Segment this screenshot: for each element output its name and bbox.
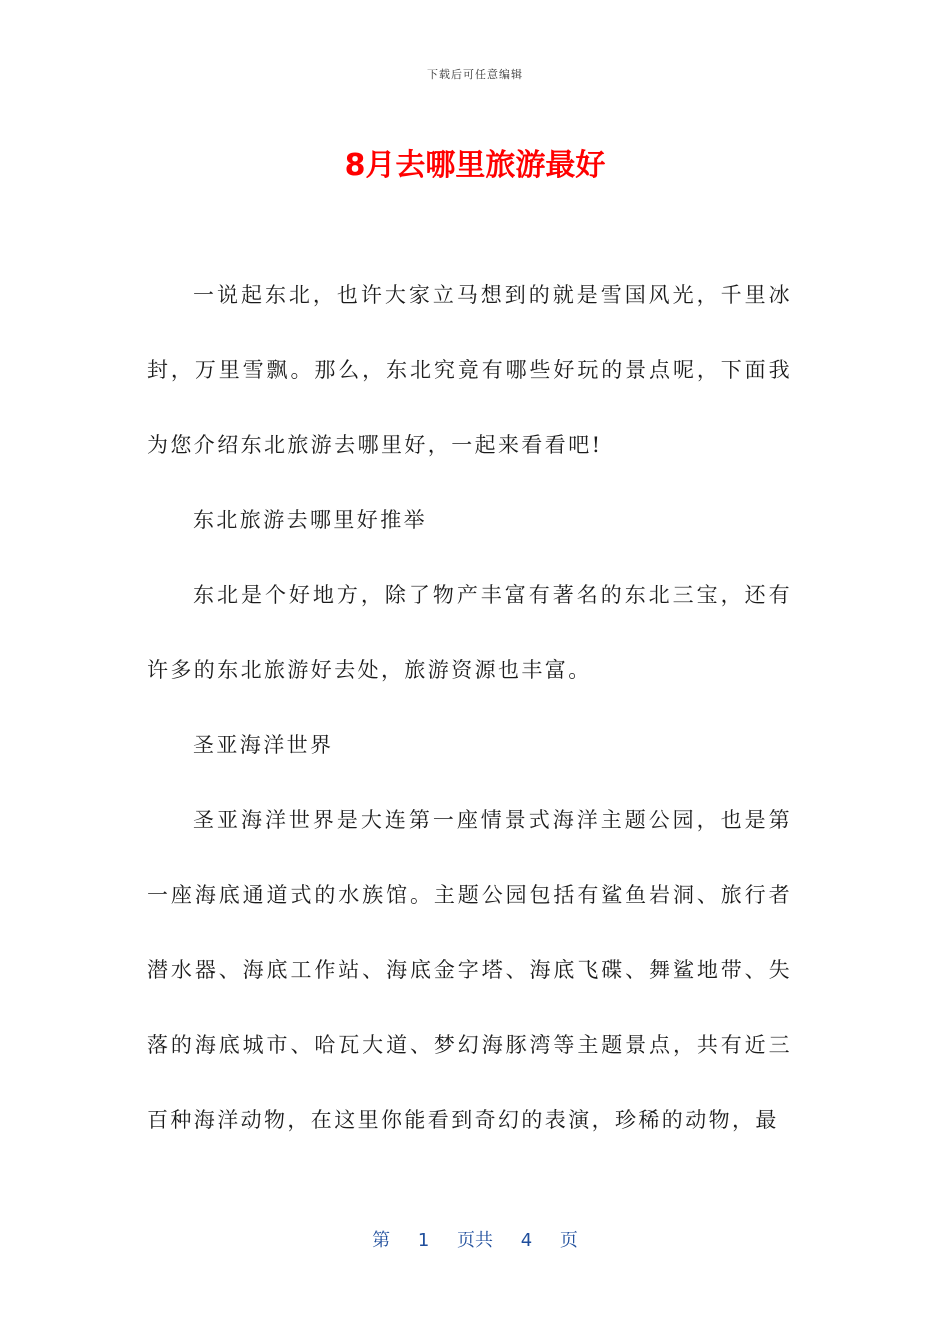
paragraph-subheading-aquarium: 圣亚海洋世界	[193, 733, 334, 757]
footer-page-total: 4	[520, 1230, 533, 1251]
footer-page-prefix: 第	[372, 1230, 391, 1251]
header-note: 下载后可任意编辑	[427, 68, 523, 81]
paragraph-intro: 一说起东北，也许大家立马想到的就是雪国风光，千里冰封，万里雪飘。那么，东北究竟有哪些好玩的景点呢，下面我为您介绍东北旅游去哪里好，一起来看看吧!	[147, 283, 792, 457]
paragraph-aquarium-description: 圣亚海洋世界是大连第一座情景式海洋主题公园，也是第一座海底通道式的水族馆。主题公园包括有鲨鱼岩洞、旅行者潜水器、海底工作站、海底金字塔、海底飞碟、舞鲨地带、失落的海底城市、哈瓦大道、梦幻海豚湾等主题景点，共有近三百种海洋动物，在这里你能看到奇幻的表演，珍稀的动物，最	[147, 808, 792, 1132]
footer-page-number: 1	[417, 1230, 430, 1251]
paragraph-northeast-overview: 东北是个好地方，除了物产丰富有著名的东北三宝，还有许多的东北旅游好去处，旅游资源也丰富。	[147, 583, 792, 682]
document-title: 8月去哪里旅游最好	[344, 148, 606, 183]
footer-page-mid: 页共	[457, 1230, 493, 1251]
paragraph-subheading-recommend: 东北旅游去哪里好推举	[193, 508, 427, 532]
page-footer	[0, 1226, 950, 1252]
document-body	[147, 258, 792, 1158]
footer-page-suffix: 页	[559, 1230, 578, 1251]
